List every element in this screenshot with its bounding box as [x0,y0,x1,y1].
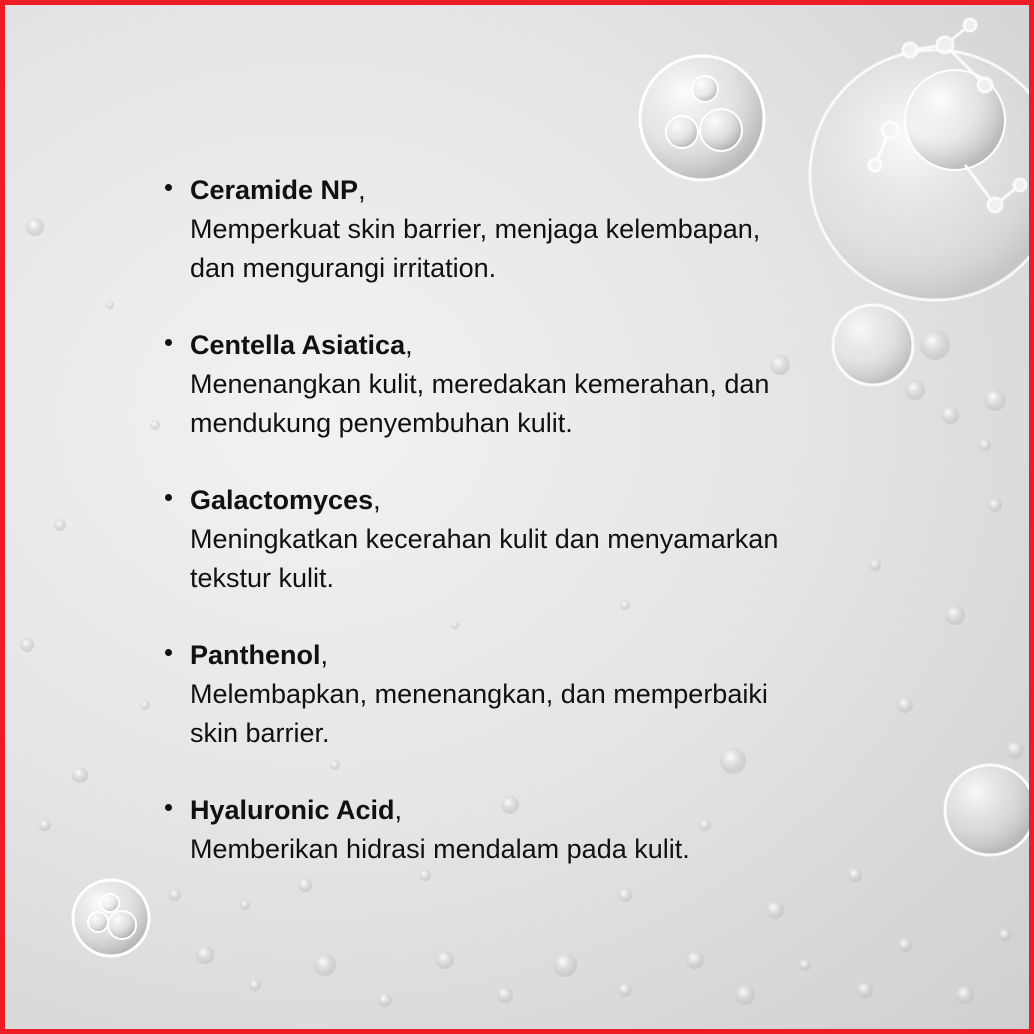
ingredient-name: Centella Asiatica [190,330,406,360]
ingredient-heading [190,636,885,675]
ingredient-list [165,171,885,907]
bullet-marker [165,804,172,811]
bullet-marker [165,494,172,501]
name-suffix: , [373,485,381,515]
list-item-centella-asiatica [165,326,885,443]
ingredient-description-line: mendukung penyembuhan kulit. [190,408,573,438]
bubble-cluster-bottom-left [73,880,149,956]
list-item-galactomyces [165,481,885,598]
ingredient-description-line: Memperkuat skin barrier, menjaga kelembapan, [190,214,761,244]
ingredient-name: Galactomyces [190,485,374,515]
name-suffix: , [394,795,403,825]
ingredient-description-line: Melembapkan, menenangkan, dan memperbaiki [190,679,768,709]
ingredient-description-line: Meningkatkan kecerahan kulit dan menyamarkan [190,524,779,554]
bubble-cluster-top [640,56,764,180]
list-item-panthenol [165,636,885,753]
bullet-marker [165,339,172,346]
name-suffix: , [358,175,366,205]
ingredient-name: Panthenol [190,640,321,670]
ingredient-description-line: skin barrier. [190,718,330,748]
name-suffix: , [320,640,329,670]
ingredient-heading [190,326,885,365]
bubble-bottom-right [945,765,1034,855]
ingredient-description-line: tekstur kulit. [190,563,335,593]
ingredient-heading [190,171,885,210]
ingredient-description-line: dan mengurangi irritation. [190,253,497,283]
list-item-ceramide-np [165,171,885,288]
bullet-marker [165,184,172,191]
ingredient-description-line: Menenangkan kulit, meredakan kemerahan, dan [190,369,770,399]
ingredient-heading [190,791,885,830]
ingredient-name: Ceramide NP [190,175,359,205]
list-item-hyaluronic-acid [165,791,885,869]
ingredient-description-line: Memberikan hidrasi mendalam pada kulit. [190,834,690,864]
ingredient-name: Hyaluronic Acid [190,795,395,825]
ingredient-heading [190,481,885,520]
bullet-marker [165,649,172,656]
name-suffix: , [405,330,413,360]
